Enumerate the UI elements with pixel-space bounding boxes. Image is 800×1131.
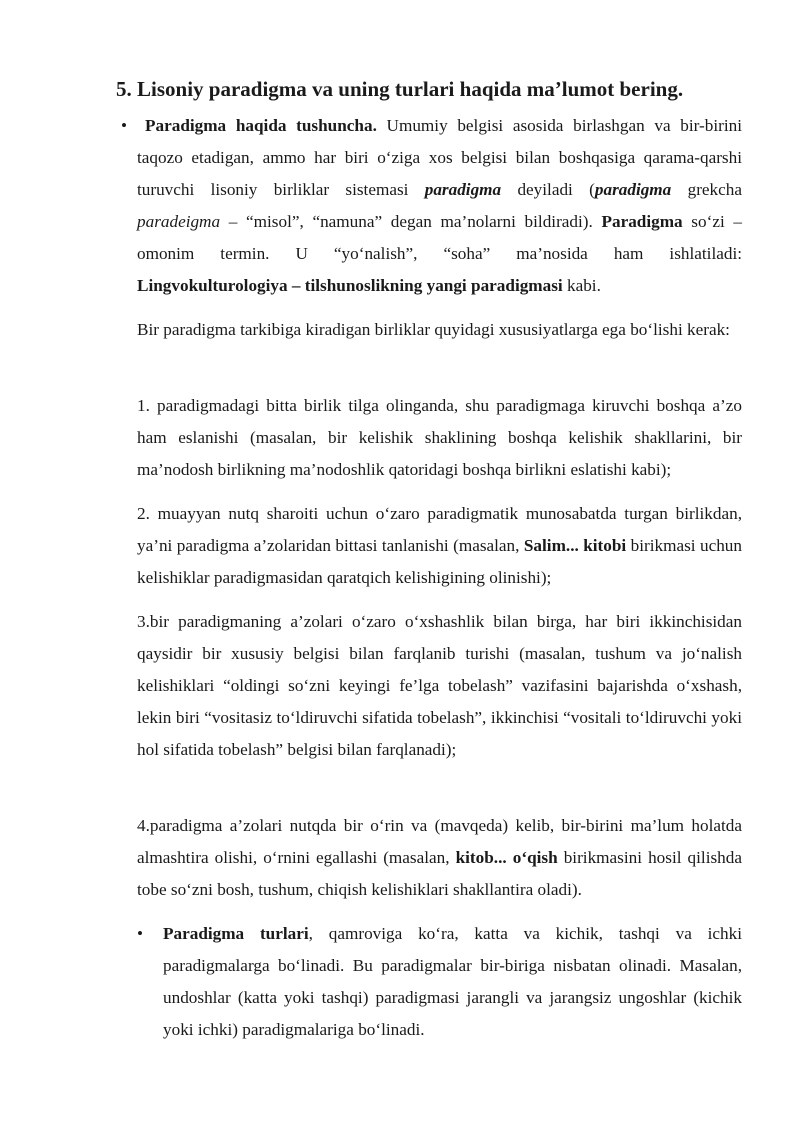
text-span: – “misol”, “namuna” degan ma’nolarni bildiradi). <box>220 212 602 231</box>
text-span: deyiladi ( <box>501 180 595 199</box>
list-item-3: 3.bir paradigmaning a’zolari o‘zaro o‘xshashlik bilan birga, har biri ikkinchisidan qaysidir bir xususiy belgisi bilan farqlanib turishi (masalan, tushum va jo‘nalish kelishiklari “oldingi so‘zni keyingi fe’lga tobelash” vazifasini bajarishda o‘xshash, lekin biri “vositasiz to‘ldiruvchi sifatida tobelash”, ikkinchisi “vositali to‘ldiruvchi yoki hol sifatida tobelash” belgisi bilan farqlanadi); <box>137 612 742 759</box>
example-bold: kitob... o‘qish <box>455 848 558 867</box>
term-italic: paradeigma <box>137 212 221 231</box>
intro-paragraph: Bir paradigma tarkibiga kiradigan birliklar quyidagi xususiyatlarga ega bo‘lishi kerak: <box>137 320 730 339</box>
example-bold: Salim... kitobi <box>523 536 627 555</box>
text-span: 2. muayyan nutq sharoiti uchun o‘zaro paradigmatik munosabatda turgan birlikdan, ya’ni paradigma a’zolaridan bittasi tanlanishi (masalan, <box>137 504 742 555</box>
bullet-paradigma-types <box>137 918 742 1046</box>
text-span: birikmasi uchun kelishiklar paradigmasidan qaratqich kelishigining olinishi); <box>137 536 742 587</box>
text-span: so‘zi – omonim termin. U “yo‘nalish”, “soha” ma’nosida ham ishlatiladi: <box>137 212 742 263</box>
text-span: 4.paradigma a’zolari nutqda bir o‘rin va (mavqeda) kelib, bir-birini ma’lum holatda almashtira olishi, o‘rnini egallashi (masalan, <box>137 816 742 867</box>
term-bold-italic: paradigma <box>424 180 502 199</box>
term-bold: Paradigma <box>601 212 683 231</box>
bullet-icon: • <box>121 116 128 135</box>
example-bold: Lingvokulturologiya – tilshunoslikning yangi paradigmasi <box>137 276 563 295</box>
text-span: Umumiy belgisi asosida birlashgan va bir-birini taqozo etadigan, ammo har biri o‘ziga xos belgisi bilan boshqasiga qarama-qarshi turuvchi lisoniy birliklar sistemasi <box>137 116 742 199</box>
bullet-icon: • <box>137 924 144 943</box>
term-bold-italic: paradigma <box>594 180 672 199</box>
list-item-1: 1. paradigmadagi bitta birlik tilga olinganda, shu paradigmaga kiruvchi boshqa a’zo ham eslanishi (masalan, bir kelishik shaklining boshqa kelishik shakllarini, bir ma’nodosh birlikning ma’nodoshlik qatoridagi boshqa birlikni eslatishi kabi); <box>137 396 742 479</box>
text-span: grekcha <box>671 180 742 199</box>
list-item-4 <box>137 810 742 906</box>
text-span: kabi. <box>562 276 601 295</box>
term-bold: Paradigma haqida tushuncha. <box>145 116 377 135</box>
bullet-text <box>163 918 742 1046</box>
section-heading: 5. Lisoniy paradigma va uning turlari haqida ma’lumot bering. <box>116 77 684 101</box>
text-span: birikmasini hosil qilishda tobe so‘zni bosh, tushum, chiqish kelishiklari shakllantira oladi). <box>137 848 742 899</box>
list-item-2 <box>137 498 742 594</box>
bullet-paradigma-concept <box>121 110 742 302</box>
term-bold: Paradigma turlari <box>163 924 309 943</box>
text-span: , qamroviga ko‘ra, katta va kichik, tashqi va ichki paradigmalarga bo‘linadi. Bu paradigmalar bir-biriga nisbatan olinadi. Masalan, undoshlar (katta yoki tashqi) paradigmasi jarangli va jarangsiz ungoshlar (kichik yoki ichki) paradigmalariga bo‘linadi. <box>163 924 742 1039</box>
